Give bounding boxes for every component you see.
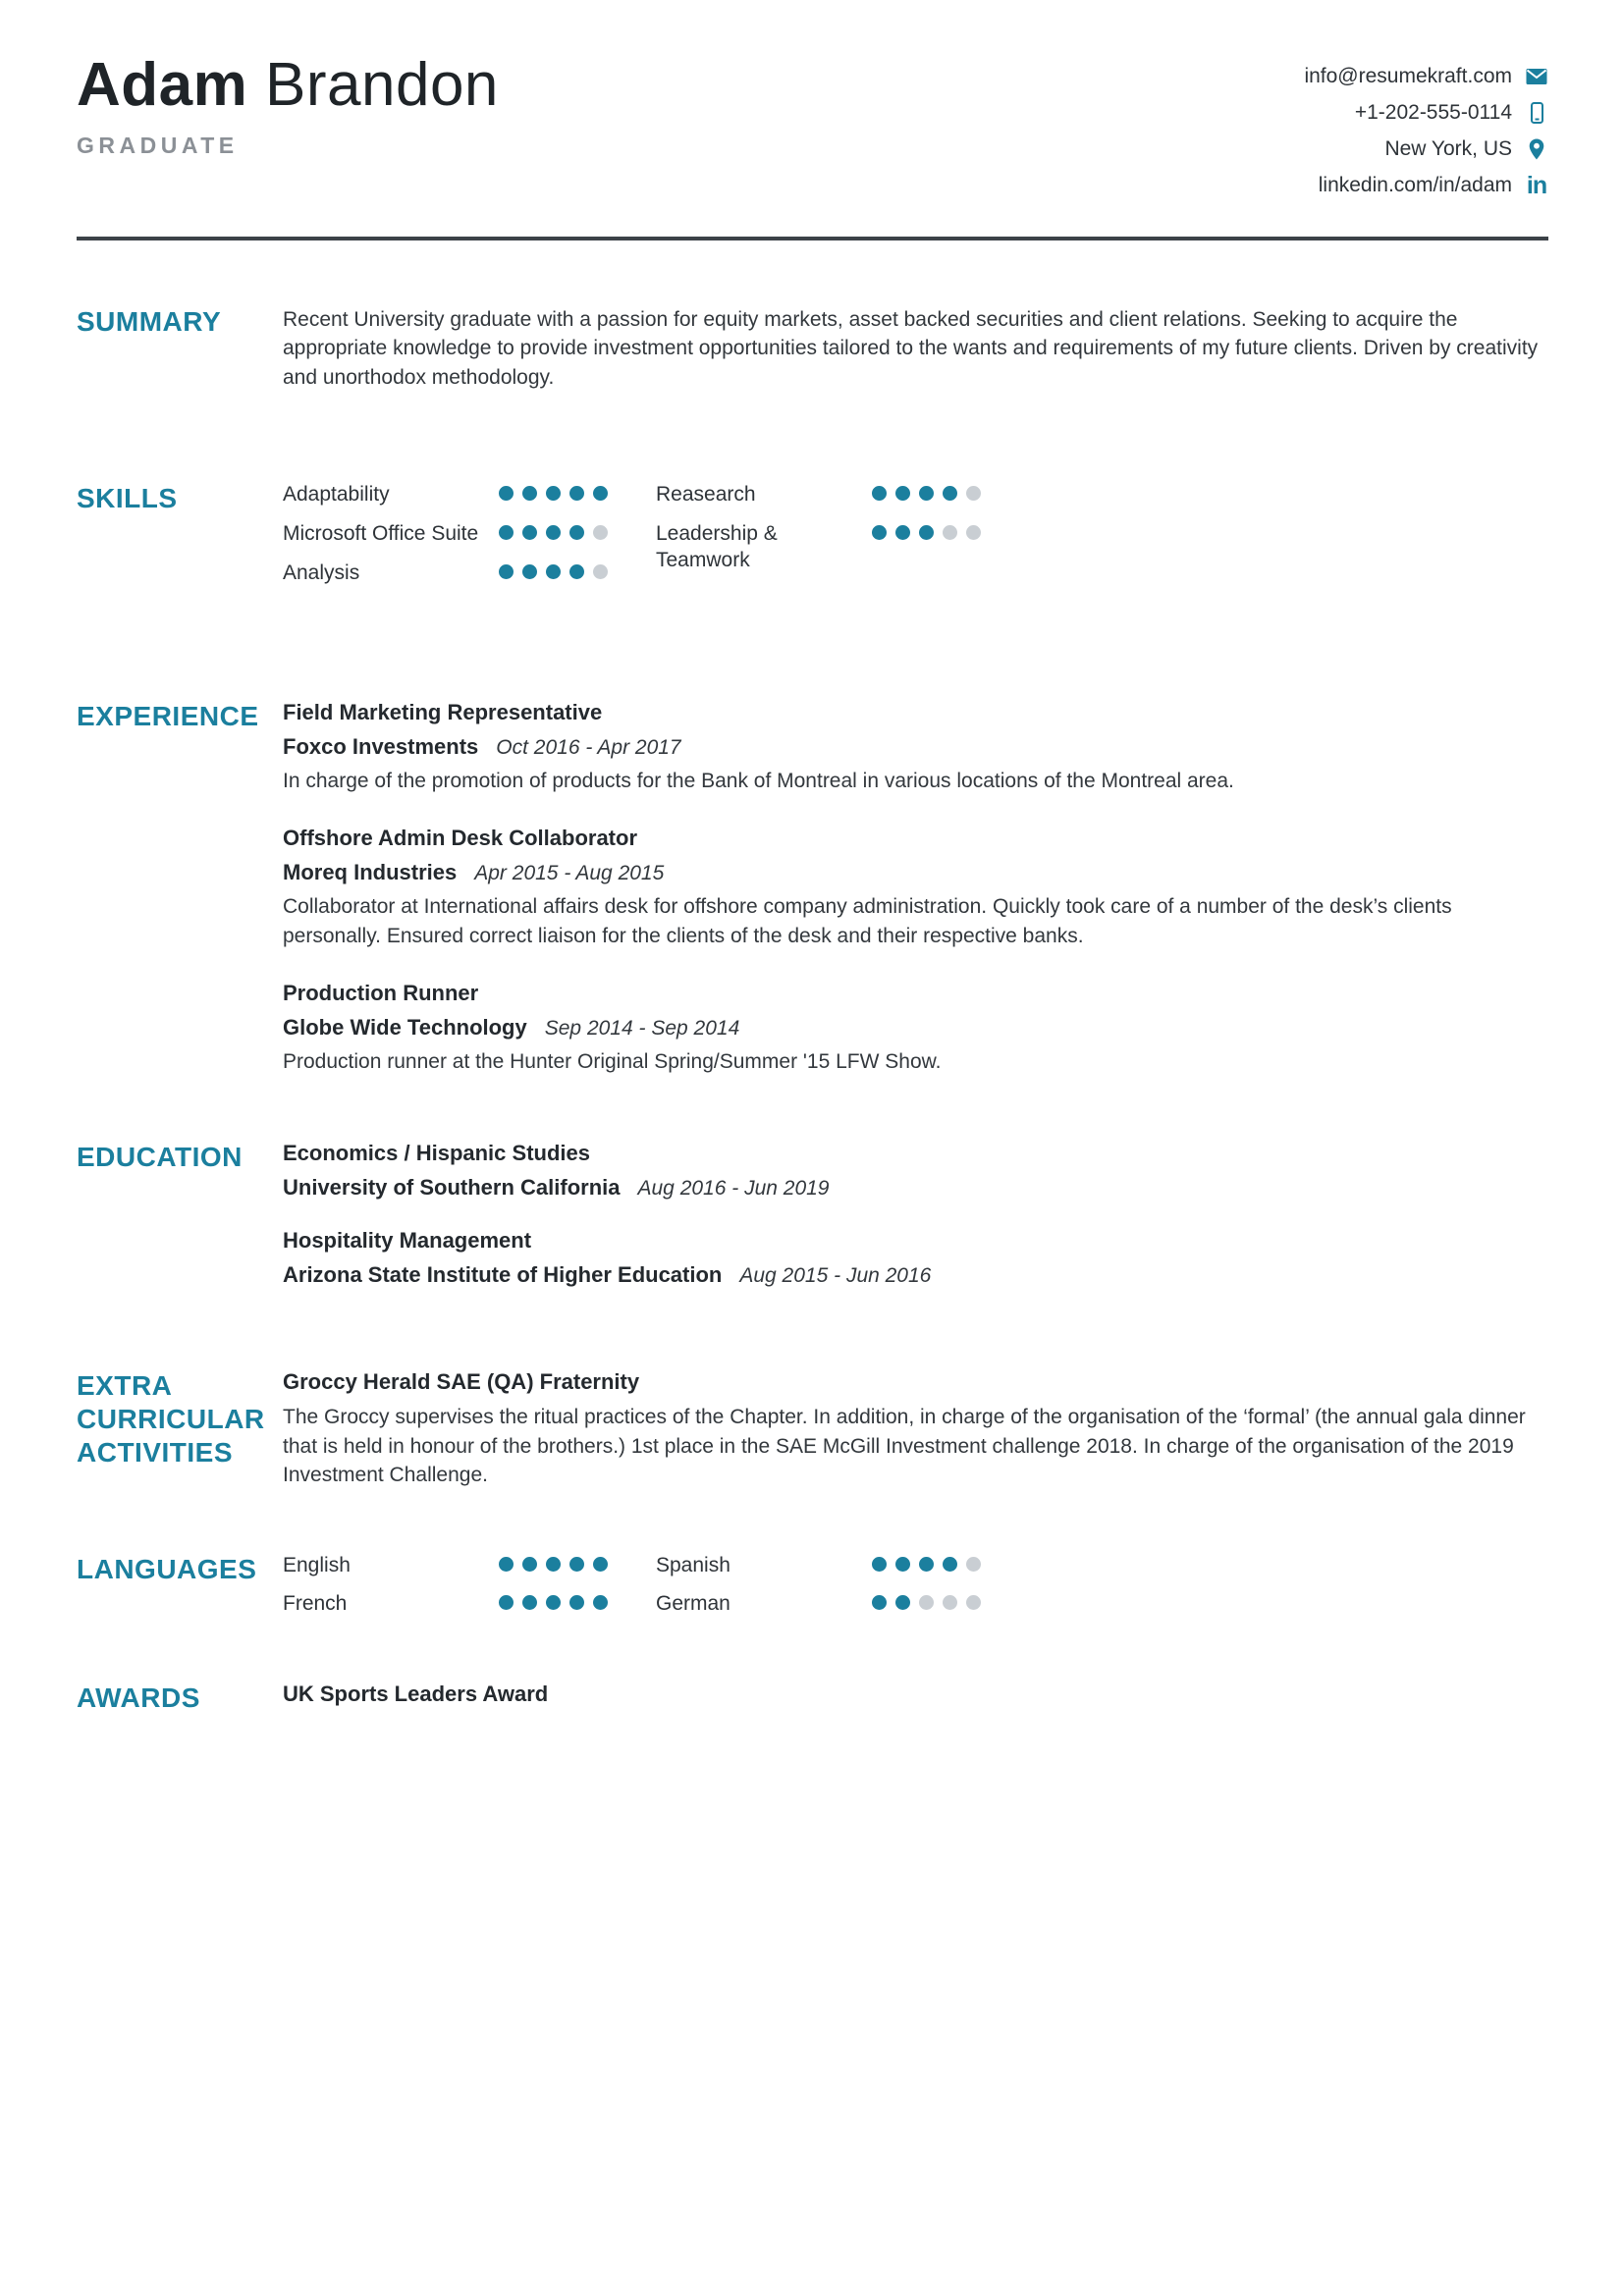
rating-dot-filled <box>872 1595 887 1610</box>
education-heading: EDUCATION <box>77 1142 243 1173</box>
languages-column-left <box>283 1553 656 1631</box>
rating-dot-filled <box>593 1595 608 1610</box>
section-body-col <box>283 305 1548 392</box>
job-dates: Apr 2015 - Aug 2015 <box>474 862 665 885</box>
section-experience <box>77 700 1548 1077</box>
rating-dot-filled <box>569 1557 584 1572</box>
section-languages <box>77 1553 1548 1631</box>
role-subtitle: GRADUATE <box>77 133 239 159</box>
summary-text: Recent University graduate with a passion for equity markets, asset backed securities and client relations. Seeking to acquire the appropriate knowledge to provide investment opportunities tailored to the wants and requirements of my future clients. Driven by creativity and unorthodox methodology. <box>283 308 1539 389</box>
language-rating-dots <box>499 1591 656 1610</box>
skill-item <box>283 482 656 508</box>
rating-dot-filled <box>522 564 537 579</box>
job-company: Globe Wide Technology <box>283 1014 527 1040</box>
section-heading-col <box>77 305 283 339</box>
section-extra-curricular <box>77 1369 1548 1489</box>
rating-dot-filled <box>872 486 887 501</box>
linkedin-icon: in <box>1526 171 1547 199</box>
job-company-line <box>283 860 1548 885</box>
rating-dot-filled <box>522 486 537 501</box>
rating-dot-filled <box>569 486 584 501</box>
education-degree: Economics / Hispanic Studies <box>283 1141 590 1166</box>
rating-dot-filled <box>546 1557 561 1572</box>
language-label: English <box>283 1553 351 1576</box>
rating-dot-filled <box>499 525 514 540</box>
education-entry <box>283 1141 1548 1201</box>
rating-dot-filled <box>569 1595 584 1610</box>
rating-dot-filled <box>569 525 584 540</box>
language-item <box>283 1553 656 1579</box>
rating-dot-empty <box>966 525 981 540</box>
resume-body <box>77 305 1548 1715</box>
contact-block <box>1304 53 1548 197</box>
email-icon <box>1525 65 1548 88</box>
rating-dot-filled <box>546 525 561 540</box>
identity-block <box>77 53 499 159</box>
rating-dot-filled <box>522 1557 537 1572</box>
language-label: French <box>283 1592 348 1616</box>
section-education <box>77 1141 1548 1295</box>
education-dates: Aug 2016 - Jun 2019 <box>637 1177 830 1201</box>
extra-description: The Groccy supervises the ritual practices of the Chapter. In addition, in charge of the organisation of the ‘formal’ (the annual gala dinner that is held in honour of the brothers.) 1st place in the SAE McGill Investment challenge 2018. In charge of the organisation of the 2019 Investment Challenge. <box>283 1406 1526 1487</box>
job-description: Production runner at the Hunter Original Spring/Summer '15 LFW Show. <box>283 1049 942 1073</box>
rating-dot-filled <box>522 525 537 540</box>
contact-location <box>1384 137 1548 161</box>
skills-grid <box>283 482 1548 600</box>
rating-dot-empty <box>593 564 608 579</box>
phone-icon <box>1525 101 1548 125</box>
rating-dot-filled <box>522 1595 537 1610</box>
location-icon <box>1525 137 1548 161</box>
skill-rating-dots <box>872 521 1548 540</box>
extra-heading: EXTRA CURRICULAR ACTIVITIES <box>77 1370 265 1468</box>
education-degree: Hospitality Management <box>283 1228 532 1254</box>
contact-linkedin-text: linkedin.com/in/adam <box>1318 174 1512 196</box>
job-description: In charge of the promotion of products for the Bank of Montreal in various locations of the Montreal area. <box>283 769 1234 792</box>
job-company: Moreq Industries <box>283 860 458 885</box>
rating-dot-empty <box>943 525 957 540</box>
skill-label: Microsoft Office Suite <box>283 522 479 546</box>
rating-dot-filled <box>499 1595 514 1610</box>
section-heading-col <box>77 482 283 515</box>
rating-dot-filled <box>546 1595 561 1610</box>
skills-heading: SKILLS <box>77 483 178 514</box>
rating-dot-filled <box>546 486 561 501</box>
job-company-line <box>283 734 1548 760</box>
section-heading-col <box>77 1141 283 1174</box>
skill-item <box>283 561 656 587</box>
rating-dot-filled <box>895 1557 910 1572</box>
education-school: University of Southern California <box>283 1175 621 1201</box>
experience-heading: EXPERIENCE <box>77 700 259 731</box>
section-body-col <box>283 1682 1548 1707</box>
section-heading-col <box>77 700 283 733</box>
contact-location-text: New York, US <box>1384 137 1512 160</box>
award-title: UK Sports Leaders Award <box>283 1682 549 1707</box>
language-rating-dots <box>499 1553 656 1572</box>
rating-dot-filled <box>499 564 514 579</box>
skills-column-right <box>656 482 1548 600</box>
languages-column-right <box>656 1553 1548 1631</box>
rating-dot-empty <box>966 1557 981 1572</box>
rating-dot-empty <box>966 486 981 501</box>
language-rating-dots <box>872 1591 1548 1610</box>
education-school-line <box>283 1262 1548 1288</box>
rating-dot-filled <box>919 525 934 540</box>
section-heading-col <box>77 1682 283 1715</box>
job-entry <box>283 700 1548 795</box>
awards-heading: AWARDS <box>77 1682 200 1714</box>
job-entry <box>283 981 1548 1076</box>
first-name: Adam <box>77 51 248 119</box>
languages-heading: LANGUAGES <box>77 1553 257 1584</box>
header <box>77 53 1548 197</box>
contact-email-text: info@resumekraft.com <box>1304 65 1512 87</box>
rating-dot-filled <box>593 1557 608 1572</box>
rating-dot-filled <box>895 525 910 540</box>
job-dates: Sep 2014 - Sep 2014 <box>544 1016 740 1040</box>
education-entry <box>283 1228 1548 1288</box>
section-body-col <box>283 700 1548 1077</box>
rating-dot-filled <box>919 1557 934 1572</box>
rating-dot-filled <box>499 1557 514 1572</box>
skill-rating-dots <box>872 482 1548 501</box>
job-title: Field Marketing Representative <box>283 699 603 724</box>
rating-dot-filled <box>872 525 887 540</box>
job-title: Offshore Admin Desk Collaborator <box>283 826 638 851</box>
job-company-line <box>283 1015 1548 1041</box>
skill-label: Analysis <box>283 561 360 584</box>
rating-dot-empty <box>943 1595 957 1610</box>
rating-dot-filled <box>569 564 584 579</box>
education-school: Arizona State Institute of Higher Education <box>283 1262 723 1288</box>
contact-linkedin <box>1318 171 1548 199</box>
section-body-col <box>283 1369 1548 1489</box>
job-title: Production Runner <box>283 980 479 1005</box>
section-awards <box>77 1682 1548 1715</box>
skill-item <box>656 521 1548 574</box>
rating-dot-filled <box>895 1595 910 1610</box>
rating-dot-filled <box>895 486 910 501</box>
education-dates: Aug 2015 - Jun 2016 <box>739 1264 932 1288</box>
skill-item <box>283 521 656 548</box>
language-label: German <box>656 1592 730 1616</box>
skill-rating-dots <box>499 561 656 579</box>
contact-email <box>1304 65 1548 88</box>
job-company: Foxco Investments <box>283 733 479 759</box>
job-entry <box>283 826 1548 950</box>
language-rating-dots <box>872 1553 1548 1572</box>
skill-item <box>656 482 1548 508</box>
summary-heading: SUMMARY <box>77 306 222 337</box>
language-label: Spanish <box>656 1553 730 1576</box>
last-name: Brandon <box>265 51 499 119</box>
rating-dot-filled <box>872 1557 887 1572</box>
skill-rating-dots <box>499 521 656 540</box>
skills-column-left <box>283 482 656 600</box>
languages-grid <box>283 1553 1548 1631</box>
rating-dot-filled <box>919 486 934 501</box>
section-skills <box>77 482 1548 600</box>
rating-dot-empty <box>919 1595 934 1610</box>
skill-label: Leadership & Teamwork <box>656 522 778 571</box>
language-item <box>656 1591 1548 1618</box>
section-heading-col <box>77 1553 283 1586</box>
skill-label: Adaptability <box>283 483 390 507</box>
rating-dot-empty <box>966 1595 981 1610</box>
job-description: Collaborator at International affairs desk for offshore company administration. Quickly took care of a number of the desk’s clients personally. Ensured correct liaison for the clients of the desk and their respective banks. <box>283 895 1452 947</box>
rating-dot-filled <box>593 486 608 501</box>
header-divider <box>77 237 1548 240</box>
full-name <box>77 53 499 117</box>
job-dates: Oct 2016 - Apr 2017 <box>496 735 681 759</box>
contact-phone-text: +1-202-555-0114 <box>1354 101 1512 124</box>
section-heading-col <box>77 1369 283 1468</box>
rating-dot-filled <box>499 486 514 501</box>
section-summary <box>77 305 1548 392</box>
section-body-col <box>283 1141 1548 1295</box>
skill-label: Reasearch <box>656 483 756 507</box>
language-item <box>283 1591 656 1618</box>
rating-dot-filled <box>943 486 957 501</box>
contact-phone <box>1355 101 1548 125</box>
rating-dot-empty <box>593 525 608 540</box>
education-school-line <box>283 1175 1548 1201</box>
extra-title: Groccy Herald SAE (QA) Fraternity <box>283 1369 640 1395</box>
skill-rating-dots <box>499 482 656 501</box>
language-item <box>656 1553 1548 1579</box>
rating-dot-filled <box>943 1557 957 1572</box>
rating-dot-filled <box>546 564 561 579</box>
